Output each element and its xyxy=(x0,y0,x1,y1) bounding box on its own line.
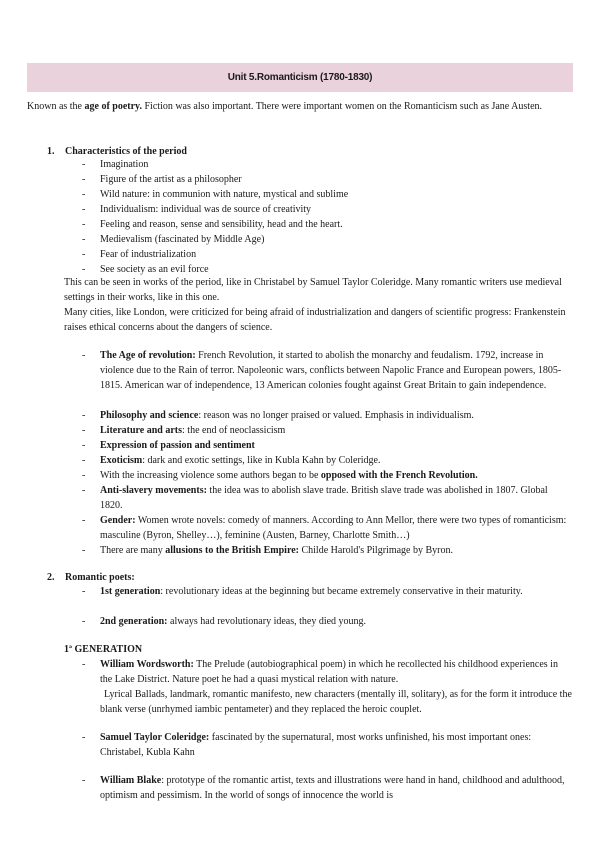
bullet-dash: - xyxy=(82,189,86,200)
poets-item xyxy=(100,614,572,629)
intro-paragraph xyxy=(27,99,572,114)
bullet-dash: - xyxy=(82,410,86,421)
bullet-dash: - xyxy=(82,159,86,170)
item-text: the idea was to abolish slave trade. British slave trade was abolished in 1807. Global 1820. xyxy=(100,485,548,511)
bullet-dash: - xyxy=(82,204,86,215)
item-bold: Gender: xyxy=(100,515,136,526)
characteristic-item: Individualism: individual was de source of creativity xyxy=(100,204,312,215)
item-text: Women wrote novels: comedy of manners. According to Ann Mellor, there were two types of romanticism: masculine (Byron, Shelley…), feminine (Austen, Barney, Charlotte Smith…) xyxy=(100,515,567,541)
characteristic-item: Figure of the artist as a philosopher xyxy=(100,174,242,185)
context-item xyxy=(100,483,572,513)
item-bold: allusions to the British Empire: xyxy=(165,545,299,556)
item-text: always had revolutionary ideas, they died young. xyxy=(167,616,367,627)
bullet-dash: - xyxy=(82,616,86,627)
characteristic-item: Imagination xyxy=(100,159,149,170)
page-title: Unit 5.Romanticism (1780-1830) xyxy=(227,72,373,83)
section-2-title: Romantic poets: xyxy=(65,572,135,583)
section-2-number: 2. xyxy=(47,572,55,583)
item-bold: Expression of passion and sentiment xyxy=(100,440,255,451)
item-text: Childe Harold's Pilgrimage by Byron. xyxy=(298,545,453,556)
poet-item xyxy=(100,657,572,687)
item-bold: Exoticism xyxy=(100,455,143,466)
item-text: : reason was no longer praised or valued. Emphasis in individualism. xyxy=(198,410,474,421)
bullet-dash: - xyxy=(82,174,86,185)
bullet-dash: - xyxy=(82,350,86,361)
characteristic-item: See society as an evil force xyxy=(100,264,209,275)
bullet-dash: - xyxy=(82,515,86,526)
item-text: : revolutionary ideas at the beginning but became extremely conservative in their maturity. xyxy=(160,586,523,597)
bullet-dash: - xyxy=(82,470,86,481)
item-bold: 2nd generation: xyxy=(100,616,168,627)
item-bold: Anti-slavery movements: xyxy=(100,485,207,496)
poets-item xyxy=(100,584,572,599)
bullet-dash: - xyxy=(82,440,86,451)
intro-text: Known as the xyxy=(27,101,85,112)
bullet-dash: - xyxy=(82,264,86,275)
characteristic-item: Fear of industrialization xyxy=(100,249,197,260)
characteristic-item: Medievalism (fascinated by Middle Age) xyxy=(100,234,265,245)
bullet-dash: - xyxy=(82,219,86,230)
poet-item xyxy=(100,730,572,760)
item-bold: The Age of revolution: xyxy=(100,350,196,361)
item-bold: Philosophy and science xyxy=(100,410,199,421)
context-item xyxy=(100,513,572,543)
context-item xyxy=(100,438,572,453)
context-item xyxy=(100,408,572,423)
context-item xyxy=(100,543,572,558)
poet-name: William Blake xyxy=(100,775,162,786)
intro-text-end: Fiction was also important. There were important women on the Romanticism such as Jane Austen. xyxy=(142,101,543,112)
item-text: There are many xyxy=(100,545,166,556)
poet-text: The Prelude (autobiographical poem) in which he recollected his childhood experiences in the Lake District. Nature poet he had a quasi mystical relation with nature. xyxy=(100,659,558,685)
context-item xyxy=(100,423,572,438)
section-1-number: 1. xyxy=(47,146,55,157)
context-item xyxy=(100,453,572,468)
generation-heading: 1ª GENERATION xyxy=(64,644,143,655)
bullet-dash: - xyxy=(82,234,86,245)
item-bold: Literature and arts xyxy=(100,425,183,436)
item-bold: 1st generation xyxy=(100,586,161,597)
context-item xyxy=(100,468,572,483)
poet-name: William Wordsworth: xyxy=(100,659,194,670)
bullet-dash: - xyxy=(82,485,86,496)
bullet-dash: - xyxy=(82,775,86,786)
poet-item xyxy=(100,773,572,803)
paragraph: This can be seen in works of the period, like in Christabel by Samuel Taylor Coleridge. Many romantic writers use medieval settings in their works, like in this one. xyxy=(64,277,562,303)
characteristic-item: Feeling and reason, sense and sensibility, head and the heart. xyxy=(100,219,343,230)
bullet-dash: - xyxy=(82,732,86,743)
bullet-dash: - xyxy=(82,659,86,670)
poet-text: fascinated by the supernatural, most works unfinished, his most important ones: Christabel, Kubla Kahn xyxy=(100,732,532,758)
intro-bold: age of poetry. xyxy=(84,101,142,112)
item-text: : dark and exotic settings, like in Kubla Kahn by Coleridge. xyxy=(142,455,381,466)
title-banner xyxy=(27,63,573,92)
item-bold: opposed with the French Revolution. xyxy=(320,470,478,481)
bullet-dash: - xyxy=(82,249,86,260)
bullet-dash: - xyxy=(82,455,86,466)
bullet-dash: - xyxy=(82,545,86,556)
context-item xyxy=(100,348,572,393)
bullet-dash: - xyxy=(82,425,86,436)
item-text: French Revolution, it started to abolish the monarchy and feudalism. 1792, increase in violence due to the Rain of terror. Napoleonic wars, conflicts between Napolic France and European powers, 1805-1815. American war of independence, 13 American colonies fought against Great Britain to gain independence. xyxy=(100,350,562,391)
section-1-title: Characteristics of the period xyxy=(65,146,187,157)
paragraph: Many cities, like London, were criticized for being afraid of industrialization and dangers of scientific progress: Frankenstein raises ethical concerns about the dangers of science. xyxy=(64,307,566,333)
poet-name: Samuel Taylor Coleridge: xyxy=(100,732,210,743)
characteristic-item: Wild nature: in communion with nature, mystical and sublime xyxy=(100,189,349,200)
poet-text: : prototype of the romantic artist, texts and illustrations were hand in hand, childhood and adulthood, optimism and pessimism. In the world of songs of innocence the world is xyxy=(100,775,565,801)
item-text: : the end of neoclassicism xyxy=(182,425,286,436)
item-text: With the increasing violence some authors began to be xyxy=(100,470,321,481)
bullet-dash: - xyxy=(82,586,86,597)
poet-extra: Lyrical Ballads, landmark, romantic manifesto, new characters (mentally ill, solitary), as for the form it introduce the blank verse (unrhymed iambic pentameter) and they replaced the heroic couplet. xyxy=(100,689,572,715)
